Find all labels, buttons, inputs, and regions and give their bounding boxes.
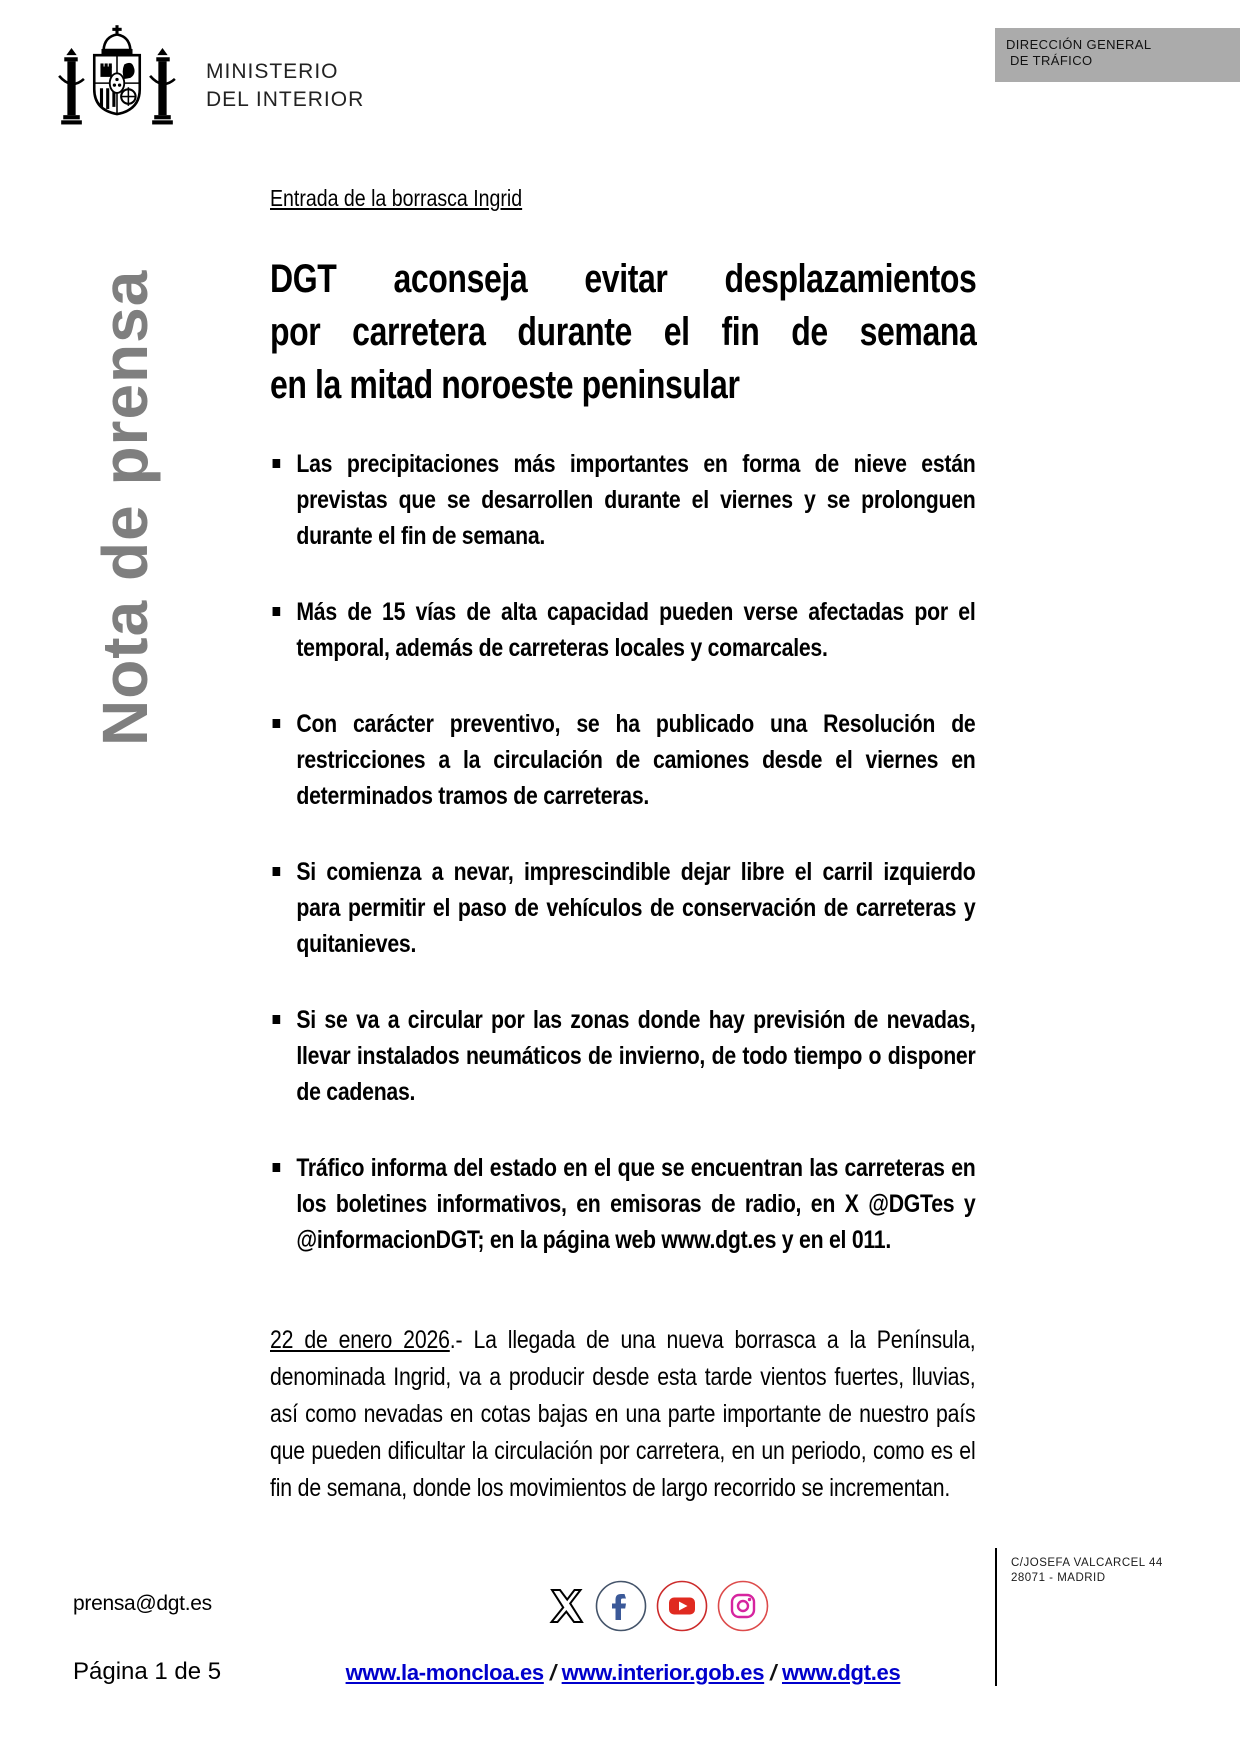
x-twitter-icon[interactable] — [548, 1587, 586, 1625]
list-item-text: Tráfico informa del estado en el que se encuentran las carreteras en los boletines informativos, en emisoras de radio, en X @DGTes y @informacionDGT; en la página web www.dgt.es y en el 011. — [296, 1154, 976, 1254]
instagram-icon[interactable] — [717, 1580, 769, 1632]
headline-line2: por carretera durante el fin de semana — [270, 310, 977, 354]
dateline: 22 de enero 2026 — [270, 1326, 450, 1354]
document-content — [270, 183, 1153, 1507]
list-item — [270, 706, 976, 814]
postal-address — [1011, 1556, 1163, 1586]
list-item — [270, 1002, 976, 1110]
list-item-text: Más de 15 vías de alta capacidad pueden verse afectadas por el temporal, además de carreteras locales y comarcales. — [296, 598, 976, 662]
press-email: prensa@dgt.es — [73, 1592, 212, 1615]
page-number: Página 1 de 5 — [73, 1658, 222, 1685]
spain-coat-of-arms-logo — [56, 24, 178, 136]
footer-links — [270, 1660, 976, 1686]
social-icons-row — [548, 1580, 769, 1632]
department-line1: DIRECCIÓN GENERAL — [1006, 37, 1152, 52]
headline — [270, 253, 976, 412]
department-box — [995, 28, 1240, 82]
bullet-square-icon — [273, 1015, 281, 1024]
address-line2: 28071 - MADRID — [1011, 1572, 1106, 1584]
list-item — [270, 446, 976, 554]
bullet-square-icon — [273, 867, 281, 876]
bullet-square-icon — [273, 1163, 281, 1172]
footer-divider-line — [995, 1548, 997, 1686]
link-separator: / — [549, 1660, 556, 1685]
list-item — [270, 1150, 976, 1258]
ministry-name-line2: DEL INTERIOR — [206, 88, 365, 111]
address-line1: C/JOSEFA VALCARCEL 44 — [1011, 1557, 1163, 1569]
key-points-list — [270, 446, 976, 1258]
list-item-text: Las precipitaciones más importantes en forma de nieve están previstas que se desarrollen durante el viernes y se prolonguen durante el fin de semana. — [296, 450, 976, 550]
bullet-square-icon — [273, 719, 281, 728]
lead-paragraph — [270, 1322, 976, 1507]
youtube-icon[interactable] — [656, 1580, 708, 1632]
headline-line1: DGT aconseja evitar desplazamientos — [270, 257, 977, 301]
link-separator: / — [770, 1660, 776, 1685]
link-interior[interactable]: www.interior.gob.es — [561, 1660, 765, 1685]
bullet-square-icon — [273, 607, 281, 616]
ministry-name — [206, 58, 364, 114]
department-line2: DE TRÁFICO — [1010, 53, 1093, 68]
bullet-square-icon — [273, 459, 281, 468]
list-item-text: Si se va a circular por las zonas donde hay previsión de nevadas, llevar instalados neumáticos de invierno, de todo tiempo o disponer de cadenas. — [296, 1006, 976, 1106]
facebook-icon[interactable] — [595, 1580, 647, 1632]
list-item-text: Si comienza a nevar, imprescindible dejar libre el carril izquierdo para permitir el paso de vehículos de conservación de carreteras y quitanieves. — [296, 858, 976, 958]
list-item — [270, 594, 976, 666]
list-item-text: Con carácter preventivo, se ha publicado una Resolución de restricciones a la circulación de camiones desde el viernes en determinados tramos de carreteras. — [296, 710, 976, 810]
ministry-name-line1: MINISTERIO — [206, 60, 339, 83]
link-dgt[interactable]: www.dgt.es — [781, 1660, 901, 1685]
lead-paragraph-text: .- La llegada de una nueva borrasca a la Península, denominada Ingrid, va a producir desde esta tarde vientos fuertes, lluvias, así como nevadas en cotas bajas en una parte importante de nuestro país que pueden dificultar la circulación por carretera, en un periodo, como es el fin de semana, donde los movimientos de largo recorrido se incrementan. — [270, 1326, 976, 1502]
list-item — [270, 854, 976, 962]
nota-de-prensa-label: Nota de prensa — [89, 269, 161, 746]
subject-line: Entrada de la borrasca Ingrid — [270, 185, 523, 211]
link-la-moncloa[interactable]: www.la-moncloa.es — [345, 1660, 544, 1685]
headline-line3: en la mitad noroeste peninsular — [270, 363, 740, 407]
